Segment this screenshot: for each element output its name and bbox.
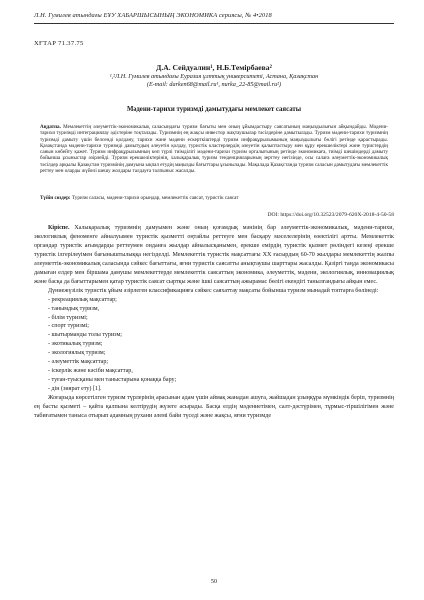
list-item: - танымдық туризм, (48, 305, 100, 312)
list-item: - дін (зиярат ету) [1]. (48, 386, 102, 393)
list-item: - туған-туысқаны мен таныстарына қонаққа бару; (48, 377, 177, 384)
article-authors: Д.А. Сейдуалин¹, Н.Б.Темірбаева² (156, 63, 272, 72)
list-item: - білім туризмі; (48, 314, 88, 321)
list-item: - әлеуметтік мақсаттар; (48, 359, 109, 366)
body-text (34, 224, 394, 421)
list-item: - шытырманды толы туризм; (48, 332, 122, 339)
header-rule (34, 23, 394, 24)
abstract-text: Мемлекеттің әлеуметтік-экономикалық саласындағы туризм бағыты мен оның ұйымдастыру саясатының маңыздылығын айқындайды. Мәдени-тарихи туризмді интеграциялау әдістеріне тоқталады. Туризмнің ең жақсы инвестор жақтаушылар тәсілдеріне дамытылады. Туризм мәдени-тарихи туризмнің туризмді дамыту үшін белсенді қолдану, тарихи және мәдени ескерткіштерді туризм инфрақұрылымының маңыздылығы бөлігі ретінде қарастырады. Қазақстанда мәдени-тарихи туризмді дамытудың әлеуетін қолдау, туристік кластерлердің әлеуетін қалыптастыру мен құру ерекшеліктері және туристердің санын көбейту қажет. Туризм инфрақұрылымның көп түрлі тиімділігі мәдени-тарихи туризм орталығының ретінде экономикаға, тиімді шешімдерді дамыту бойынша ұсыныстар әзірлейді. Туризм ерекшеліктерінің, халықаралық туризм тенденцияларының зерттеу негізінде, осы салаға әлеуметтік-экономикалық тәсілдер арқылы Қазақстан туризмінің дамуына ықпал етудің маңызды бағыттары ұсынылады. Мақалада Қазақстанда туризм саласын дамытудағы мемлекеттік реттеу мен оларды жүйелі шешу жолдары талдауға талпыныс жасалды. (40, 124, 388, 175)
author-affiliation (34, 73, 394, 89)
paragraph-intro (34, 224, 394, 287)
affiliation-line: ¹,²Л.Н. Гумилев атындағы Еуразия ұлттық университеті, Астана, Қазақстан (109, 73, 319, 80)
abstract (40, 124, 388, 174)
keywords-text: Туризм саласы, мәдени-тарихи орындар, мемлекеттік саясат, туристік саясат (71, 195, 239, 201)
running-head: Л.Н. Гумилев атындағы ЕҰУ ХАБАРШЫСЫНЫҢ ЭКОНОМИКА сериясы, № 4•2018 (34, 12, 272, 19)
keywords-label: Түйін сөздер: (40, 195, 71, 201)
page-number: 50 (210, 578, 218, 585)
keywords (40, 195, 388, 201)
intro-text: Халықаралық туризмнің дамуымен және оның қоғамдық мәнінің бар әлеуметтік-экономикалық, мәдени-тарихи, экологиялық феноменге айналуымен туристік қызметті оңтайлы реттеуге мен басқару мәселелерінің өзектілігі артты. Мемлекеттік органдар туристік ағымдарды реттеумен онданға жылдар айналысқанымен, ерекше емірдің туристік қызмет рөліндегі кезеңі ерекше туристік ілгерілеуімен бағыныштылыққа негізделді. Мемлекеттік туристік мақсаттағы ХХ ғасырдың 60-70 жылдары мемлекеттің жалпы әлеуметтік-экономикалық саласында сәйкес бағыттағы, яғни туристік саясатты анықтаушы шарттары жасалды. Қазіргі таңда экономикасы дамыған елдер мен біршама дамушы мемлекеттерде мемлекеттік саясаттың экономика, әлеуметтік, мәдени, экологиялық, инновациялық және басқа да бағыттарымен қатар туристік саясат сыртқы және ішкі саясаттың ажырамас бөлігі екендігі танылғандығы айқын емес. (34, 225, 394, 285)
list-item: - спорт туризмі; (48, 323, 89, 330)
list-item: - іскерлік және кәсіби мақсаттар, (48, 368, 133, 375)
affiliation-email: (E-mail: darken68@mail.ru¹, nurka_22-85@mail.ru²) (146, 81, 282, 88)
list-item: - экотикалық туризм; (48, 341, 103, 348)
intro-label: Кіріспе. (48, 225, 70, 231)
list-item: - рекреациялық мақсаттар; (48, 296, 117, 303)
abstract-label: Аңдатпа. (40, 124, 61, 130)
paragraph-continuation: Жоғарыда көрсетілген туризм түрлерінің арасынан адам үшін аймақ жанадан ашуға, жайшадан ұзыңқұра мүмкіндік беріп, туризмнің ең басты қызметі – қайта қалпына келтірудің жүзеге асырады. Басқа елдің мәдениетімен, салт-дәстүрімен, тұрмыс-тіршілігімен және табиғатымен таныса отырып адамның рухани әлемі байи түседі және жақсы, яғни туризмде (34, 395, 394, 420)
doi-link[interactable]: DOI: https://doi.org/10.32523/2079-620X-2018-4-50-58 (267, 212, 394, 218)
list-item: - экологиялық туризм; (48, 350, 106, 357)
tourism-types-list (34, 296, 394, 394)
paragraph-classification: Дүниежүзілік туристік ұйым әзірлеген классификацияға сәйкес саяхаттау мақсаты бойынша туризм мынадай топтарға бөлінеді: (48, 287, 379, 294)
udc-code: ХҒТАР 71.37.75 (34, 40, 84, 47)
article-title: Мәдени-тарихи туризмді дамытудағы мемлекет саясаты (126, 106, 302, 113)
